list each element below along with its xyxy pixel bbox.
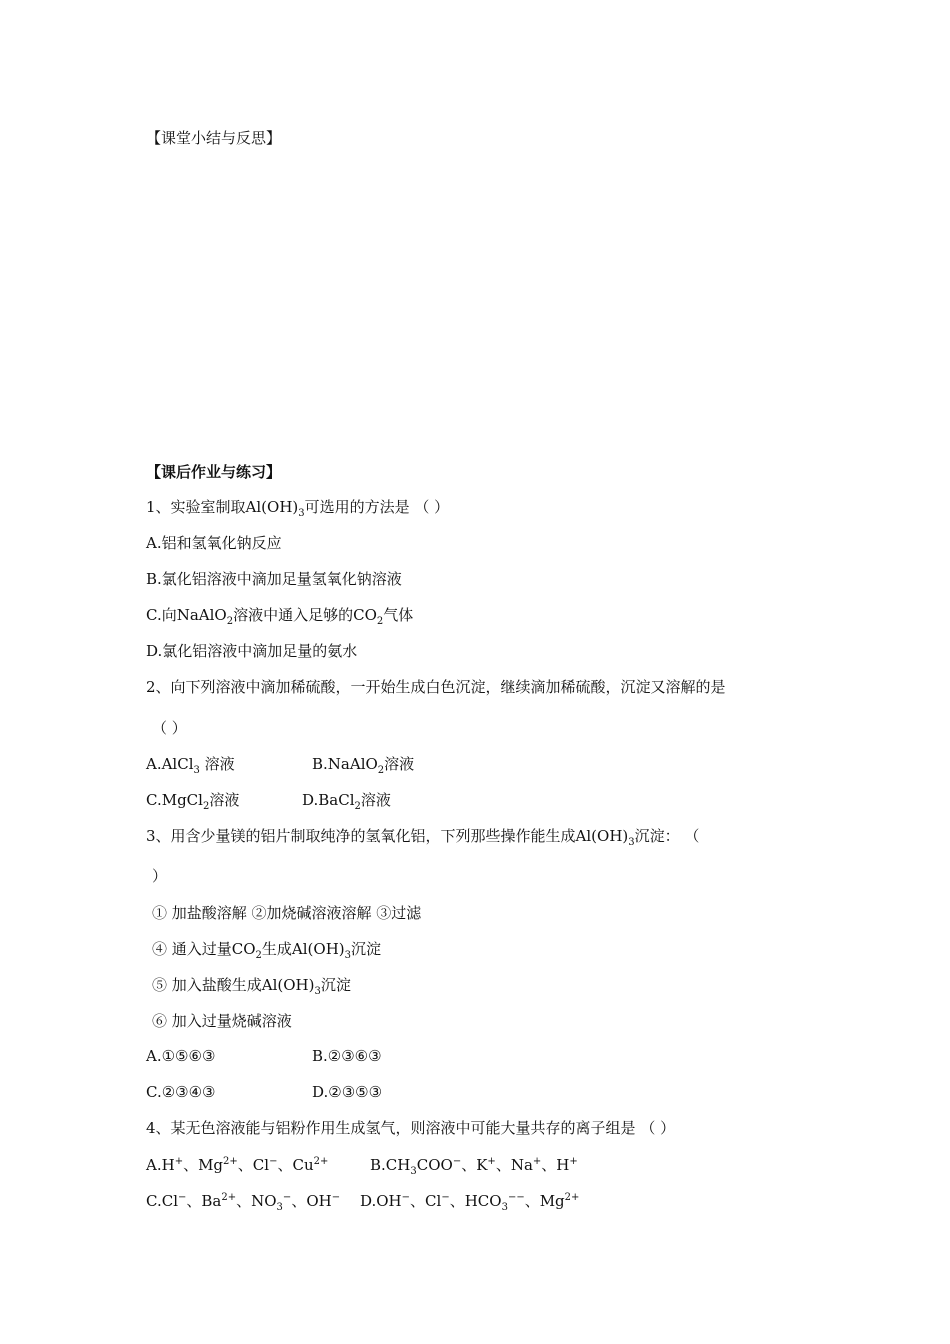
q1-option-d: D.氯化铝溶液中滴加足量的氨水: [146, 642, 358, 660]
q2-stem: 2、向下列溶液中滴加稀硫酸，一开始生成白色沉淀，继续滴加稀硫酸，沉淀又溶解的是: [146, 678, 726, 696]
q3-options-row2: [146, 1082, 382, 1102]
q1-option-a: A.铝和氢氧化钠反应: [146, 534, 282, 552]
q3-answer-paren-close: ）: [152, 867, 168, 885]
q2-option-b: B.NaAlO$_2$溶液: [312, 755, 415, 776]
q3-option-d: D.②③⑤③: [312, 1083, 383, 1101]
q1-option-c: C.向NaAlO$_2$溶液中通入足够的$CO_2$气体: [146, 606, 414, 627]
q3-option-b: B.②③⑥③: [312, 1047, 382, 1065]
q4-stem: 4、某无色溶液能与铝粉作用生成氢气，则溶液中可能大量共存的离子组是 （ ）: [146, 1119, 676, 1137]
q3-steps-1-3: ① 加盐酸溶解 ②加烧碱溶液溶解 ③过滤: [152, 904, 422, 922]
section-title-summary: 【课堂小结与反思】: [146, 129, 282, 147]
q4-option-d: D.OH−、Cl−、$HCO_3^{--}$、$Mg^{2+}$: [360, 1192, 580, 1213]
q4-option-b: $B.CH_3COO^-$、K+、Na+、H+: [370, 1156, 578, 1177]
q2-option-a: A.AlCl$_3$ 溶液: [146, 755, 235, 776]
q3-options-row1: [146, 1046, 382, 1066]
q3-step-6: ⑥ 加入过量烧碱溶液: [152, 1012, 292, 1030]
q2-answer-paren: （ ）: [152, 719, 187, 737]
q3-step-4: ④ 通入过量$CO_2$生成$Al(OH)_3$沉淀: [152, 940, 382, 961]
q3-option-c: C.②③④③: [146, 1083, 216, 1101]
q3-option-a: A.①⑤⑥③: [146, 1047, 216, 1065]
q4-options-row2: [146, 1191, 579, 1211]
q4-option-c: C.Cl−、$Ba^{2+}$、$NO_3^-$、OH−: [146, 1192, 341, 1213]
q3-step-5: ⑤ 加入盐酸生成$Al(OH)_3$沉淀: [152, 976, 351, 997]
q3-stem: 3、用含少量镁的铝片制取纯净的氢氧化铝，下列那些操作能生成$Al(OH)_3$沉淀： （: [146, 827, 700, 848]
q1-stem: 1、实验室制取$Al(OH)_3$可选用的方法是 （ ）: [146, 498, 450, 519]
q2-options-row2: [146, 790, 391, 810]
q2-option-d: D.BaCl$_2$溶液: [302, 791, 391, 812]
q1-option-b: B.氯化铝溶液中滴加足量氢氧化钠溶液: [146, 570, 402, 588]
q4-option-a: A.H+、$Mg^{2+}$、Cl−、$Cu^{2+}$: [146, 1156, 329, 1174]
section-title-homework: 【课后作业与练习】: [146, 463, 282, 481]
q4-options-row1: [146, 1155, 578, 1175]
q2-options-row1: [146, 754, 414, 774]
q2-option-c: C.MgCl$_2$溶液: [146, 791, 240, 812]
